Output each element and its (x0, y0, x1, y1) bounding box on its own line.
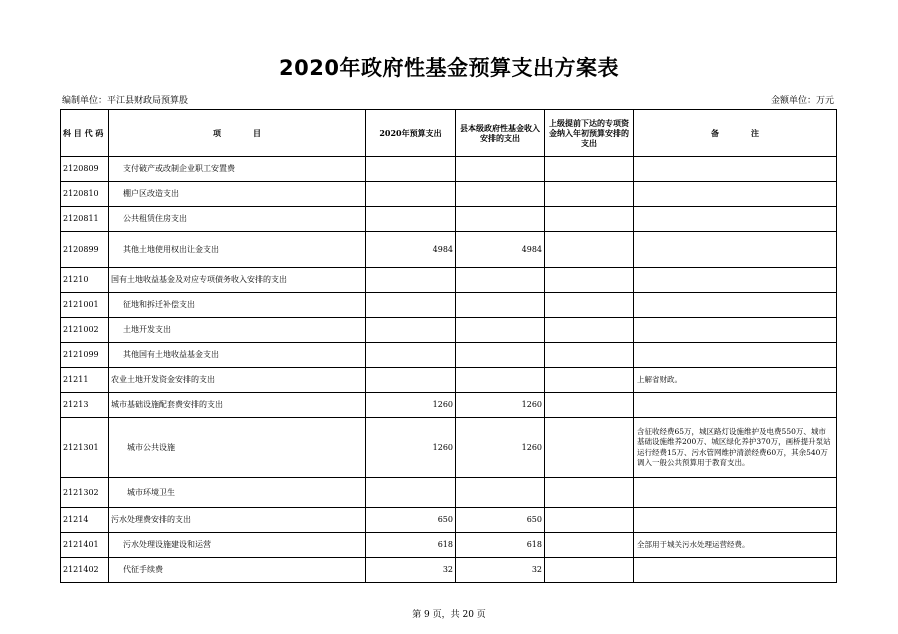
row-upper (545, 293, 634, 318)
page-footer: 第 9 页，共 20 页 (412, 610, 486, 620)
row-budget: 32 (366, 558, 456, 583)
row-upper (545, 182, 634, 207)
row-county (456, 207, 545, 232)
header-county: 县本级政府性基金收入安排的支出 (456, 110, 545, 157)
row-remark (634, 182, 837, 207)
row-name: 征地和拆迁补偿支出 (109, 293, 366, 318)
row-budget: 650 (366, 508, 456, 533)
row-upper (545, 418, 634, 478)
row-county: 650 (456, 508, 545, 533)
table-row (61, 268, 837, 293)
row-budget (366, 157, 456, 182)
row-county: 1260 (456, 393, 545, 418)
row-county: 4984 (456, 232, 545, 268)
row-upper (545, 157, 634, 182)
row-county (456, 157, 545, 182)
row-remark (634, 293, 837, 318)
row-budget (366, 268, 456, 293)
row-name: 支付破产或改制企业职工安置费 (109, 157, 366, 182)
row-name: 污水处理设施建设和运营 (109, 533, 366, 558)
row-upper (545, 318, 634, 343)
table-row (61, 182, 837, 207)
row-code: 2120810 (61, 182, 109, 207)
page-title: 2020年政府性基金预算支出方案表 (279, 56, 619, 80)
table-row (61, 157, 837, 182)
row-code: 2121301 (61, 418, 109, 478)
row-county: 32 (456, 558, 545, 583)
row-upper (545, 393, 634, 418)
row-remark (634, 508, 837, 533)
row-upper (545, 268, 634, 293)
row-upper (545, 558, 634, 583)
row-remark (634, 207, 837, 232)
row-remark (634, 318, 837, 343)
row-budget: 1260 (366, 418, 456, 478)
header-upper: 上级提前下达的专项资金纳入年初预算安排的支出 (545, 110, 634, 157)
row-budget (366, 368, 456, 393)
row-county (456, 478, 545, 508)
unit-label: 金额单位：万元 (770, 96, 834, 106)
budget-table (60, 109, 837, 583)
row-upper (545, 368, 634, 393)
row-budget: 4984 (366, 232, 456, 268)
row-remark (634, 478, 837, 508)
row-remark: 全部用于城关污水处理运营经费。 (634, 533, 837, 558)
row-name: 其他土地使用权出让金支出 (109, 232, 366, 268)
row-remark (634, 268, 837, 293)
row-name: 代征手续费 (109, 558, 366, 583)
row-name: 城市环境卫生 (109, 478, 366, 508)
row-budget (366, 478, 456, 508)
row-code: 2121402 (61, 558, 109, 583)
row-county: 1260 (456, 418, 545, 478)
row-code: 21214 (61, 508, 109, 533)
row-budget (366, 182, 456, 207)
row-code: 2120811 (61, 207, 109, 232)
row-budget (366, 207, 456, 232)
row-county (456, 182, 545, 207)
row-remark: 含征收经费65万，城区路灯设施维护及电费550万、城市基础设施维养200万、城区绿化养护370万，画桥提升泵站运行经费15万、污水管网维护清淤经费60万，其余540万调入一般公共预算用于教育支出。 (634, 418, 837, 478)
row-county (456, 268, 545, 293)
row-upper (545, 478, 634, 508)
table-row (61, 558, 837, 583)
table-row (61, 533, 837, 558)
row-code: 21210 (61, 268, 109, 293)
row-upper (545, 508, 634, 533)
table-row (61, 207, 837, 232)
row-code: 21211 (61, 368, 109, 393)
row-name: 棚户区改造支出 (109, 182, 366, 207)
row-name: 城市公共设施 (109, 418, 366, 478)
row-code: 2121001 (61, 293, 109, 318)
row-budget (366, 318, 456, 343)
row-code: 2121302 (61, 478, 109, 508)
row-upper (545, 207, 634, 232)
header-code: 科 目 代 码 (61, 110, 109, 157)
row-county (456, 318, 545, 343)
table-row (61, 418, 837, 478)
table-row (61, 368, 837, 393)
row-county: 618 (456, 533, 545, 558)
row-name: 城市基础设施配套费安排的支出 (109, 393, 366, 418)
header-item: 项 目 (109, 110, 366, 157)
table-row (61, 508, 837, 533)
row-budget: 1260 (366, 393, 456, 418)
row-name: 其他国有土地收益基金支出 (109, 343, 366, 368)
row-code: 2120899 (61, 232, 109, 268)
row-budget (366, 343, 456, 368)
row-name: 公共租赁住房支出 (109, 207, 366, 232)
table-row (61, 293, 837, 318)
table-row (61, 318, 837, 343)
row-upper (545, 343, 634, 368)
row-upper (545, 232, 634, 268)
org-label: 编制单位：平江县财政局预算股 (62, 96, 189, 106)
row-code: 2121401 (61, 533, 109, 558)
table-header-row (61, 110, 837, 157)
row-name: 农业土地开发资金安排的支出 (109, 368, 366, 393)
table-row (61, 393, 837, 418)
table-row (61, 232, 837, 268)
header-remark: 备 注 (634, 110, 837, 157)
row-remark: 上解省财政。 (634, 368, 837, 393)
row-remark (634, 232, 837, 268)
row-remark (634, 558, 837, 583)
row-budget: 618 (366, 533, 456, 558)
row-county (456, 368, 545, 393)
row-remark (634, 343, 837, 368)
row-county (456, 343, 545, 368)
table-row (61, 478, 837, 508)
row-name: 国有土地收益基金及对应专项债务收入安排的支出 (109, 268, 366, 293)
row-remark (634, 393, 837, 418)
header-budget: 2020年预算支出 (366, 110, 456, 157)
row-county (456, 293, 545, 318)
row-code: 21213 (61, 393, 109, 418)
row-name: 污水处理费安排的支出 (109, 508, 366, 533)
row-remark (634, 157, 837, 182)
row-name: 土地开发支出 (109, 318, 366, 343)
row-code: 2120809 (61, 157, 109, 182)
row-code: 2121002 (61, 318, 109, 343)
row-upper (545, 533, 634, 558)
row-code: 2121099 (61, 343, 109, 368)
row-budget (366, 293, 456, 318)
table-row (61, 343, 837, 368)
